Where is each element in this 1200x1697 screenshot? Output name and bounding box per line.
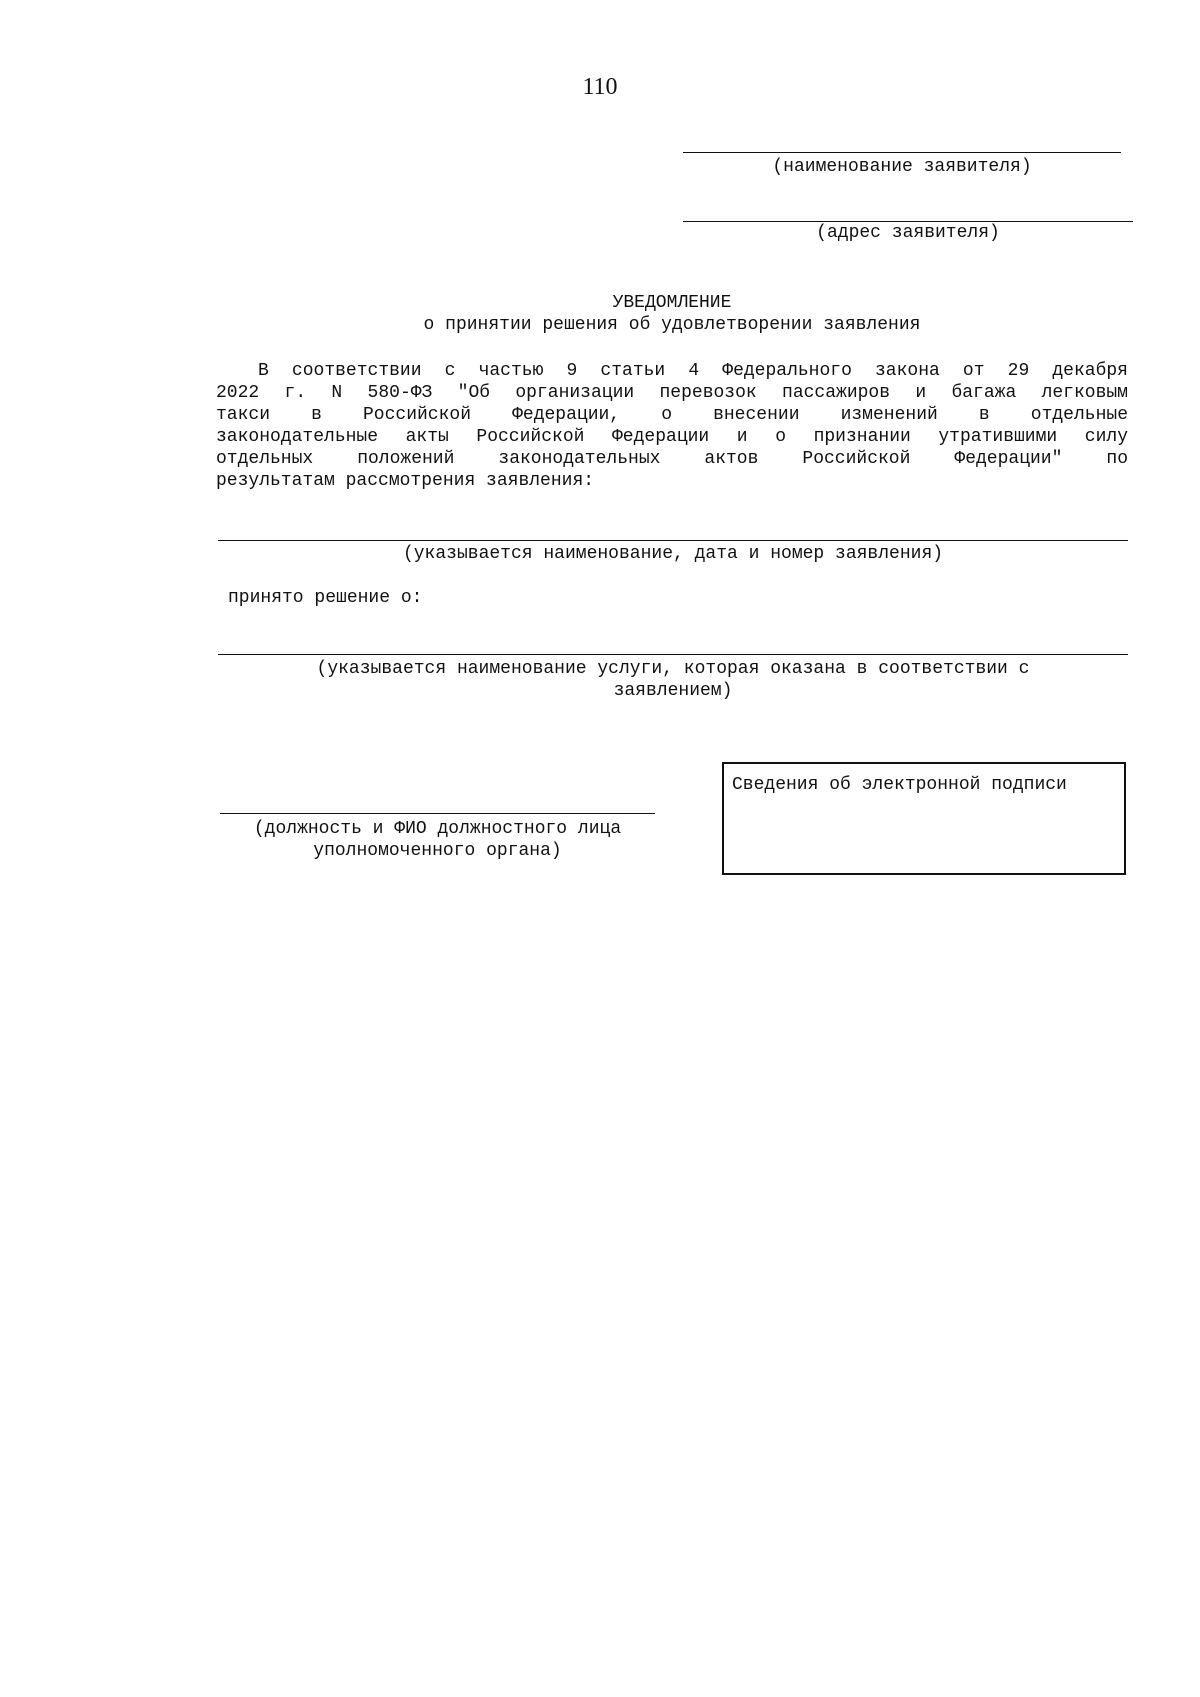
applicant-name-line (683, 152, 1121, 153)
document-title: УВЕДОМЛЕНИЕ (612, 293, 732, 313)
decision-label: принято решение о: (228, 588, 423, 608)
service-caption-line-2: заявлением) (613, 681, 733, 701)
service-line (218, 654, 1128, 655)
applicant-address-caption: (адрес заявителя) (816, 223, 1000, 243)
official-signature-line (220, 813, 655, 814)
official-caption-line-1: (должность и ФИО должностного лица (253, 819, 622, 839)
body-line-6: результатам рассмотрения заявления: (216, 471, 595, 491)
electronic-signature-box (722, 762, 1126, 875)
service-caption-line-1: (указывается наименование услуги, которая оказана в соответствии с (316, 659, 1030, 679)
body-line-1: В соответствии с частью 9 статьи 4 Федерального закона от 29 декабря (258, 361, 1128, 381)
applicant-name-caption: (наименование заявителя) (772, 157, 1032, 177)
electronic-signature-label: Сведения об электронной подписи (732, 775, 1067, 795)
body-line-4: законодательные акты Российской Федерации и о признании утратившими силу (216, 427, 1128, 447)
official-caption-line-2: уполномоченного органа) (313, 841, 562, 861)
application-line (218, 540, 1128, 541)
application-caption: (указывается наименование, дата и номер заявления) (402, 544, 944, 564)
body-line-5: отдельных положений законодательных актов Российской Федерации" по (216, 449, 1128, 469)
page-number: 110 (582, 74, 618, 100)
body-line-2: 2022 г. N 580-ФЗ "Об организации перевозок пассажиров и багажа легковым (216, 383, 1128, 403)
body-line-3: такси в Российской Федерации, о внесении изменений в отдельные (216, 405, 1128, 425)
document-subtitle: о принятии решения об удовлетворении заявления (423, 315, 921, 335)
